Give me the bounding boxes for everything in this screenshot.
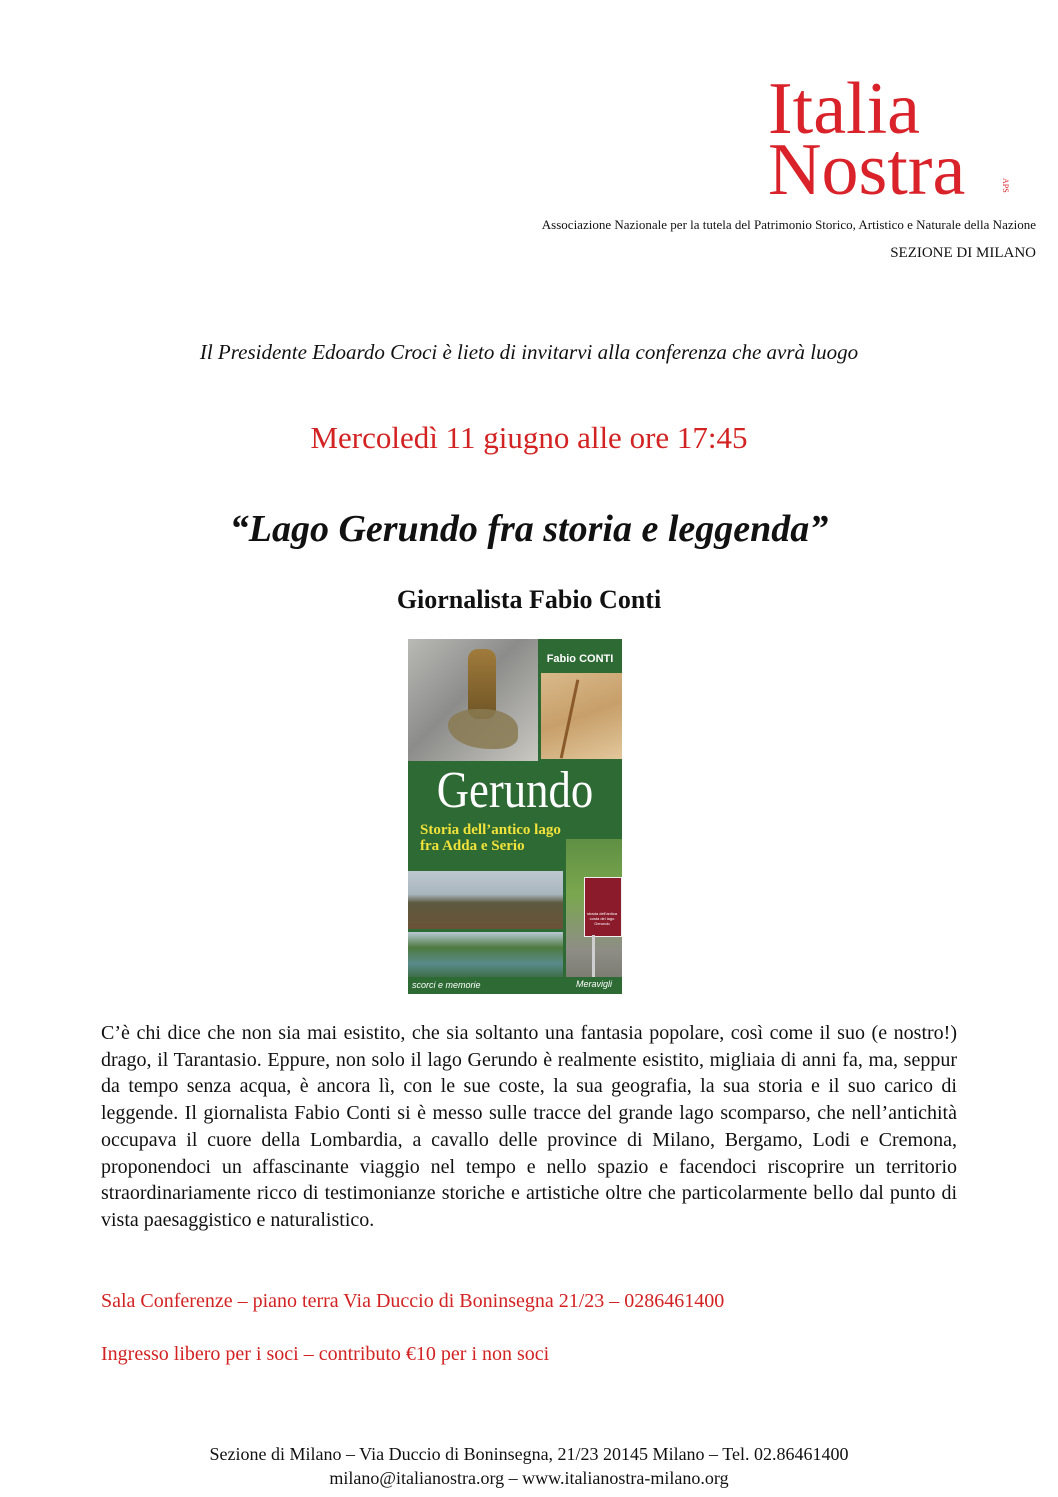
sign-pole <box>592 935 595 977</box>
river-photo <box>408 932 563 977</box>
entry-fee-info: Ingresso libero per i soci – contributo €10 per i non soci <box>101 1343 550 1365</box>
road-sign-icon <box>584 877 622 937</box>
footer-address: Sezione di Milano – Via Duccio di Boninsegna, 21/23 20145 Milano – Tel. 02.86461400 <box>209 1444 849 1464</box>
conference-title: “Lago Gerundo fra storia e leggenda” <box>229 508 829 550</box>
cover-title: Gerundo <box>436 762 594 819</box>
cover-author: Fabio CONTI <box>546 653 614 665</box>
section-name: SEZIONE DI MILANO <box>890 245 1036 261</box>
cover-subtitle-line-1: Storia dell’antico lago <box>420 822 561 838</box>
plain-landscape-photo <box>408 871 563 929</box>
logo-suffix: APS <box>1001 178 1010 193</box>
antique-map-image <box>541 673 622 759</box>
cover-subtitle-line-2: fra Adda e Serio <box>420 838 525 854</box>
book-cover <box>408 639 622 994</box>
cover-publisher: Meravigli <box>576 979 613 989</box>
footer-contacts: milano@italianostra.org – www.italianostra-milano.org <box>329 1468 729 1488</box>
venue-info: Sala Conferenze – piano terra Via Duccio di Boninsegna 21/23 – 0286461400 <box>101 1290 725 1312</box>
event-date: Mercoledì 11 giugno alle ore 17:45 <box>310 420 748 455</box>
speaker-name: Giornalista Fabio Conti <box>396 585 662 614</box>
road-sign-text: strada dell’antica costa del lago Gerundo <box>586 911 618 926</box>
description-paragraph: C’è chi dice che non sia mai esistito, che sia soltanto una fantasia popolare, così come il suo (e nostro!) drago, il Tarantasio. Eppure, non solo il lago Gerundo è realmente esistito, migliaia di anni fa, ma, seppur da tempo senza acqua, è ancora lì, con le sue coste, la sua geografia, la sua storia e il suo carico di leggende. Il giornalista Fabio Conti si è messo sulle tracce del grande lago scomparso, che nell’antichità occupava il cuore della Lombardia, a cavallo delle province di Milano, Bergamo, Lodi e Cremona, proponendoci un affascinante viaggio nel tempo e nello spazio e facendoci riscoprire un territorio straordinariamente ricco di testimonianze storiche e artistiche oltre che particolarmente bello dal punto di vista paesaggistico e naturalistico. <box>101 1022 957 1231</box>
invitation-intro: Il Presidente Edoardo Croci è lieto di invitarvi alla conferenza che avrà luogo <box>199 340 859 364</box>
logo-line-1: Italia <box>768 68 921 150</box>
logo-line-2: Nostra <box>768 129 966 211</box>
cover-series: scorci e memorie <box>412 980 481 990</box>
association-tagline: Associazione Nazionale per la tutela del Patrimonio Storico, Artistico e Naturale della Nazione <box>541 217 1036 232</box>
